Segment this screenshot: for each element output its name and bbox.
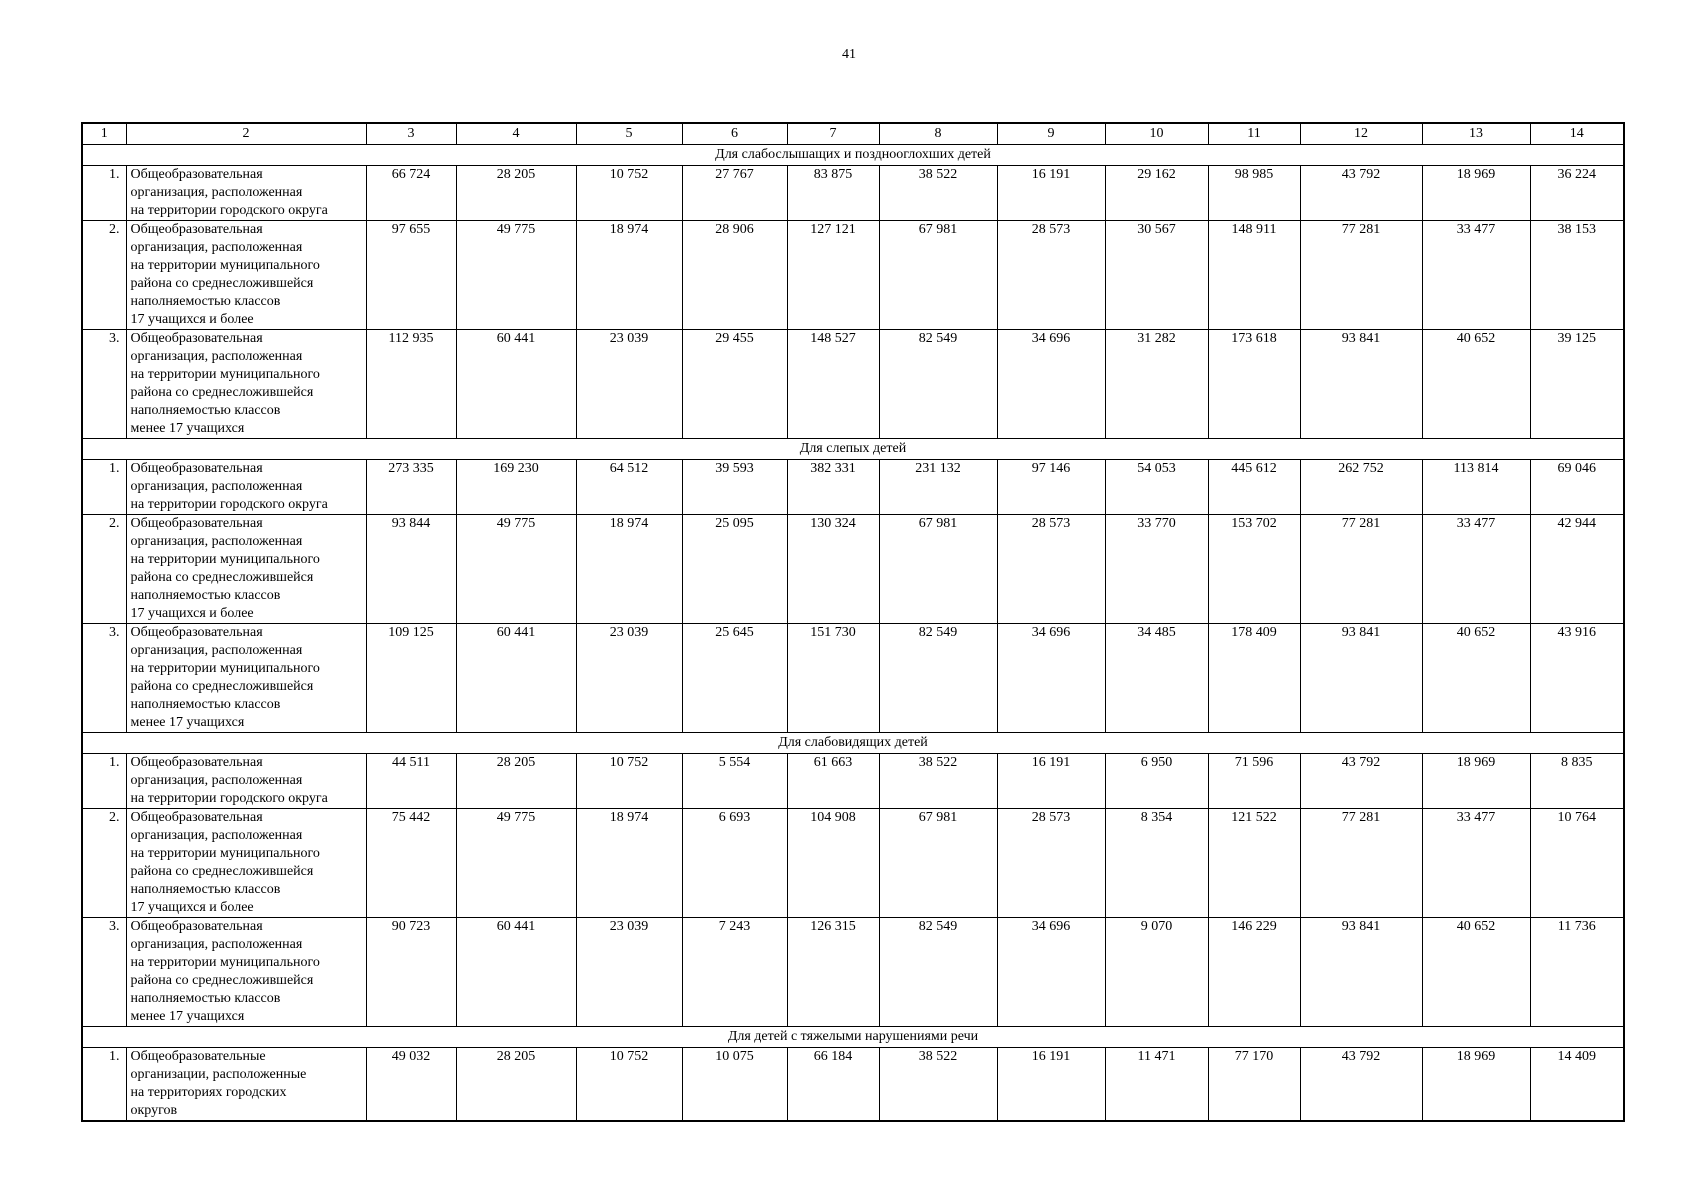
value-cell: 146 229 bbox=[1208, 918, 1300, 1027]
value-cell: 77 281 bbox=[1300, 221, 1422, 330]
table-row bbox=[82, 918, 1624, 1027]
value-cell: 18 974 bbox=[576, 221, 682, 330]
value-cell: 27 767 bbox=[682, 166, 787, 221]
value-cell: 121 522 bbox=[1208, 809, 1300, 918]
section-header-row bbox=[82, 1027, 1624, 1048]
table-row bbox=[82, 624, 1624, 733]
value-cell: 60 441 bbox=[456, 330, 576, 439]
value-cell: 178 409 bbox=[1208, 624, 1300, 733]
table-row bbox=[82, 1048, 1624, 1122]
value-cell: 43 916 bbox=[1530, 624, 1624, 733]
section-title: Для слабослышащих и позднооглохших детей bbox=[82, 145, 1624, 166]
table-row bbox=[82, 221, 1624, 330]
table-row bbox=[82, 166, 1624, 221]
header-cell: 3 bbox=[366, 123, 456, 145]
section-title: Для слабовидящих детей bbox=[82, 733, 1624, 754]
row-number: 2. bbox=[82, 221, 126, 330]
value-cell: 34 696 bbox=[997, 624, 1105, 733]
value-cell: 67 981 bbox=[879, 221, 997, 330]
table-row bbox=[82, 809, 1624, 918]
value-cell: 43 792 bbox=[1300, 754, 1422, 809]
header-cell: 1 bbox=[82, 123, 126, 145]
value-cell: 54 053 bbox=[1105, 460, 1208, 515]
row-number: 3. bbox=[82, 624, 126, 733]
row-number: 3. bbox=[82, 330, 126, 439]
data-table bbox=[81, 122, 1625, 1122]
section-header-row bbox=[82, 733, 1624, 754]
value-cell: 66 184 bbox=[787, 1048, 879, 1122]
value-cell: 445 612 bbox=[1208, 460, 1300, 515]
value-cell: 112 935 bbox=[366, 330, 456, 439]
value-cell: 130 324 bbox=[787, 515, 879, 624]
value-cell: 6 693 bbox=[682, 809, 787, 918]
value-cell: 28 573 bbox=[997, 809, 1105, 918]
value-cell: 7 243 bbox=[682, 918, 787, 1027]
table-row bbox=[82, 754, 1624, 809]
page-number: 41 bbox=[842, 47, 856, 62]
header-cell: 11 bbox=[1208, 123, 1300, 145]
value-cell: 9 070 bbox=[1105, 918, 1208, 1027]
value-cell: 93 841 bbox=[1300, 624, 1422, 733]
value-cell: 28 573 bbox=[997, 221, 1105, 330]
value-cell: 28 573 bbox=[997, 515, 1105, 624]
value-cell: 18 974 bbox=[576, 809, 682, 918]
value-cell: 148 911 bbox=[1208, 221, 1300, 330]
value-cell: 49 775 bbox=[456, 221, 576, 330]
value-cell: 66 724 bbox=[366, 166, 456, 221]
section-header-row bbox=[82, 145, 1624, 166]
value-cell: 77 281 bbox=[1300, 515, 1422, 624]
section-title: Для детей с тяжелыми нарушениями речи bbox=[82, 1027, 1624, 1048]
organization-name: Общеобразовательная организация, расположенная на территории муниципального района со среднесложившейся наполняемостью классов 17 учащихся и более bbox=[126, 221, 366, 330]
header-cell: 2 bbox=[126, 123, 366, 145]
value-cell: 28 205 bbox=[456, 1048, 576, 1122]
value-cell: 10 075 bbox=[682, 1048, 787, 1122]
organization-name: Общеобразовательная организация, расположенная на территории муниципального района со среднесложившейся наполняемостью классов менее 17 учащихся bbox=[126, 918, 366, 1027]
value-cell: 49 775 bbox=[456, 515, 576, 624]
value-cell: 93 841 bbox=[1300, 330, 1422, 439]
organization-name: Общеобразовательная организация, расположенная на территории городского округа bbox=[126, 166, 366, 221]
row-number: 1. bbox=[82, 166, 126, 221]
value-cell: 173 618 bbox=[1208, 330, 1300, 439]
value-cell: 97 146 bbox=[997, 460, 1105, 515]
row-number: 3. bbox=[82, 918, 126, 1027]
value-cell: 33 477 bbox=[1422, 221, 1530, 330]
value-cell: 49 775 bbox=[456, 809, 576, 918]
header-cell: 5 bbox=[576, 123, 682, 145]
organization-name: Общеобразовательная организация, расположенная на территории муниципального района со среднесложившейся наполняемостью классов 17 учащихся и более bbox=[126, 809, 366, 918]
value-cell: 64 512 bbox=[576, 460, 682, 515]
value-cell: 83 875 bbox=[787, 166, 879, 221]
value-cell: 93 844 bbox=[366, 515, 456, 624]
value-cell: 39 125 bbox=[1530, 330, 1624, 439]
value-cell: 77 281 bbox=[1300, 809, 1422, 918]
header-cell: 9 bbox=[997, 123, 1105, 145]
value-cell: 11 471 bbox=[1105, 1048, 1208, 1122]
value-cell: 82 549 bbox=[879, 918, 997, 1027]
value-cell: 77 170 bbox=[1208, 1048, 1300, 1122]
value-cell: 60 441 bbox=[456, 624, 576, 733]
value-cell: 40 652 bbox=[1422, 624, 1530, 733]
header-cell: 7 bbox=[787, 123, 879, 145]
value-cell: 38 522 bbox=[879, 166, 997, 221]
value-cell: 23 039 bbox=[576, 918, 682, 1027]
value-cell: 11 736 bbox=[1530, 918, 1624, 1027]
value-cell: 29 162 bbox=[1105, 166, 1208, 221]
value-cell: 28 205 bbox=[456, 166, 576, 221]
value-cell: 36 224 bbox=[1530, 166, 1624, 221]
organization-name: Общеобразовательная организация, расположенная на территории муниципального района со среднесложившейся наполняемостью классов менее 17 учащихся bbox=[126, 624, 366, 733]
value-cell: 8 835 bbox=[1530, 754, 1624, 809]
header-cell: 8 bbox=[879, 123, 997, 145]
value-cell: 14 409 bbox=[1530, 1048, 1624, 1122]
value-cell: 40 652 bbox=[1422, 330, 1530, 439]
value-cell: 18 969 bbox=[1422, 166, 1530, 221]
value-cell: 10 752 bbox=[576, 1048, 682, 1122]
organization-name: Общеобразовательные организации, расположенные на территориях городских округов bbox=[126, 1048, 366, 1122]
value-cell: 43 792 bbox=[1300, 166, 1422, 221]
row-number: 1. bbox=[82, 460, 126, 515]
value-cell: 39 593 bbox=[682, 460, 787, 515]
value-cell: 60 441 bbox=[456, 918, 576, 1027]
value-cell: 18 969 bbox=[1422, 754, 1530, 809]
value-cell: 93 841 bbox=[1300, 918, 1422, 1027]
value-cell: 49 032 bbox=[366, 1048, 456, 1122]
value-cell: 5 554 bbox=[682, 754, 787, 809]
table-row bbox=[82, 460, 1624, 515]
organization-name: Общеобразовательная организация, расположенная на территории городского округа bbox=[126, 754, 366, 809]
value-cell: 262 752 bbox=[1300, 460, 1422, 515]
section-title: Для слепых детей bbox=[82, 439, 1624, 460]
header-cell: 12 bbox=[1300, 123, 1422, 145]
value-cell: 40 652 bbox=[1422, 918, 1530, 1027]
value-cell: 104 908 bbox=[787, 809, 879, 918]
table-row bbox=[82, 515, 1624, 624]
value-cell: 18 969 bbox=[1422, 1048, 1530, 1122]
value-cell: 153 702 bbox=[1208, 515, 1300, 624]
value-cell: 43 792 bbox=[1300, 1048, 1422, 1122]
value-cell: 10 764 bbox=[1530, 809, 1624, 918]
value-cell: 231 132 bbox=[879, 460, 997, 515]
value-cell: 6 950 bbox=[1105, 754, 1208, 809]
value-cell: 151 730 bbox=[787, 624, 879, 733]
value-cell: 33 477 bbox=[1422, 515, 1530, 624]
value-cell: 29 455 bbox=[682, 330, 787, 439]
value-cell: 18 974 bbox=[576, 515, 682, 624]
value-cell: 10 752 bbox=[576, 166, 682, 221]
value-cell: 25 645 bbox=[682, 624, 787, 733]
value-cell: 127 121 bbox=[787, 221, 879, 330]
value-cell: 8 354 bbox=[1105, 809, 1208, 918]
header-row bbox=[82, 123, 1624, 145]
value-cell: 23 039 bbox=[576, 624, 682, 733]
header-cell: 13 bbox=[1422, 123, 1530, 145]
value-cell: 61 663 bbox=[787, 754, 879, 809]
value-cell: 42 944 bbox=[1530, 515, 1624, 624]
value-cell: 33 770 bbox=[1105, 515, 1208, 624]
value-cell: 44 511 bbox=[366, 754, 456, 809]
value-cell: 148 527 bbox=[787, 330, 879, 439]
row-number: 1. bbox=[82, 1048, 126, 1122]
header-cell: 4 bbox=[456, 123, 576, 145]
value-cell: 38 153 bbox=[1530, 221, 1624, 330]
value-cell: 82 549 bbox=[879, 624, 997, 733]
header-cell: 6 bbox=[682, 123, 787, 145]
value-cell: 31 282 bbox=[1105, 330, 1208, 439]
section-header-row bbox=[82, 439, 1624, 460]
value-cell: 98 985 bbox=[1208, 166, 1300, 221]
value-cell: 34 485 bbox=[1105, 624, 1208, 733]
table-body bbox=[82, 123, 1624, 1121]
header-cell: 10 bbox=[1105, 123, 1208, 145]
value-cell: 25 095 bbox=[682, 515, 787, 624]
table-row bbox=[82, 330, 1624, 439]
organization-name: Общеобразовательная организация, расположенная на территории городского округа bbox=[126, 460, 366, 515]
value-cell: 75 442 bbox=[366, 809, 456, 918]
value-cell: 30 567 bbox=[1105, 221, 1208, 330]
value-cell: 28 205 bbox=[456, 754, 576, 809]
value-cell: 90 723 bbox=[366, 918, 456, 1027]
value-cell: 28 906 bbox=[682, 221, 787, 330]
value-cell: 33 477 bbox=[1422, 809, 1530, 918]
value-cell: 38 522 bbox=[879, 1048, 997, 1122]
value-cell: 169 230 bbox=[456, 460, 576, 515]
value-cell: 16 191 bbox=[997, 1048, 1105, 1122]
value-cell: 10 752 bbox=[576, 754, 682, 809]
value-cell: 113 814 bbox=[1422, 460, 1530, 515]
value-cell: 16 191 bbox=[997, 166, 1105, 221]
value-cell: 71 596 bbox=[1208, 754, 1300, 809]
value-cell: 67 981 bbox=[879, 809, 997, 918]
value-cell: 69 046 bbox=[1530, 460, 1624, 515]
value-cell: 109 125 bbox=[366, 624, 456, 733]
value-cell: 23 039 bbox=[576, 330, 682, 439]
value-cell: 82 549 bbox=[879, 330, 997, 439]
row-number: 1. bbox=[82, 754, 126, 809]
value-cell: 34 696 bbox=[997, 330, 1105, 439]
value-cell: 34 696 bbox=[997, 918, 1105, 1027]
value-cell: 126 315 bbox=[787, 918, 879, 1027]
row-number: 2. bbox=[82, 515, 126, 624]
organization-name: Общеобразовательная организация, расположенная на территории муниципального района со среднесложившейся наполняемостью классов менее 17 учащихся bbox=[126, 330, 366, 439]
value-cell: 273 335 bbox=[366, 460, 456, 515]
organization-name: Общеобразовательная организация, расположенная на территории муниципального района со среднесложившейся наполняемостью классов 17 учащихся и более bbox=[126, 515, 366, 624]
value-cell: 382 331 bbox=[787, 460, 879, 515]
value-cell: 38 522 bbox=[879, 754, 997, 809]
header-cell: 14 bbox=[1530, 123, 1624, 145]
value-cell: 67 981 bbox=[879, 515, 997, 624]
row-number: 2. bbox=[82, 809, 126, 918]
value-cell: 97 655 bbox=[366, 221, 456, 330]
value-cell: 16 191 bbox=[997, 754, 1105, 809]
